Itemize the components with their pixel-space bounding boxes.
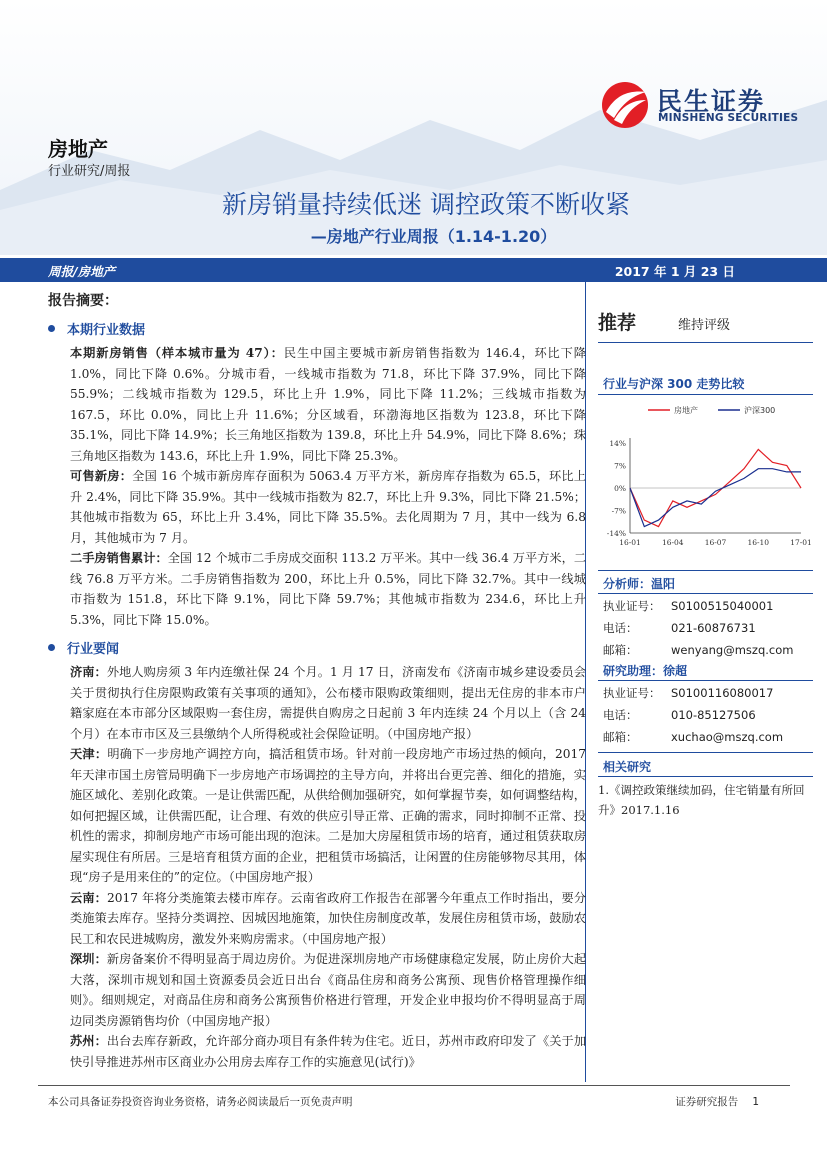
x-tick-label: 16-07	[704, 538, 727, 547]
chart-title: 行业与沪深 300 走势比较	[603, 377, 745, 391]
summary-column	[48, 290, 586, 1072]
section-heading-data: 本期行业数据	[48, 319, 586, 338]
paragraph-second-hand: 二手房销售累计：全国 12 个城市二手房成交面积 113.2 万平米。其中一线 36.4 万平方米，二线 76.8 万平方米。二手房销售指数为 200，环比上升 0.5%，同比下降 32.7%。其中一线城市指数为 151.8，环比下降 9.1%，同比下降 59.7%；其他城市指数为 234.6，环比上升 5.3%，同比下降 15.0%。	[70, 551, 587, 627]
divider	[598, 680, 813, 681]
divider	[598, 570, 813, 571]
section-heading-news: 行业要闻	[48, 638, 586, 657]
paragraph-tianjin: 天津：明确下一步房地产调控方向，搞活租赁市场。针对前一段房地产市场过热的倾向，2017 年天津市国土房管局明确下一步房地产市场调控的主导方向，并将出台更完善、细化的措施，实施区域化、差别化政策。一是让供需匹配，从供给侧加强研究，如何掌握节奏，如何调整结构，如何把握区域，让供需匹配，让合理、有效的供应引导正常、正确的需求，同时抑制不正常、投机性的需求，抑制房地产市场可能出现的泡沫。二是加大房屋租赁市场的培育，通过租赁获取房屋实现住有所居。三是培育租赁方面的企业，把租赁市场搞活，让闲置的住房能够物尽其用，体现“房子是用来住的”的定位。（中国房地产报）	[70, 747, 586, 884]
report-type: 行业研究/周报	[48, 164, 131, 179]
page-title: 新房销量持续低迷 调控政策不断收紧	[222, 190, 630, 219]
paragraph-yunnan: 云南：2017 年将分类施策去楼市库存。云南省政府工作报告在部署今年重点工作时指出，要分类施策去库存。坚持分类调控、因城因地施策，加快住房制度改革，发展住房租赁市场，鼓励农民工和农民进城购房，激发外来购房需求。（中国房地产报）	[70, 890, 587, 946]
y-tick-label: 7%	[614, 461, 626, 471]
brand-name-en: MINSHENG SECURITIES	[658, 112, 799, 124]
sector-title: 房地产	[48, 137, 108, 161]
paragraph-shenzhen: 深圳：新房备案价不得明显高于周边房价。为促进深圳房地产市场健康稳定发展，防止房价大起大落，深圳市规划和国土资源委员会近日出台《商品住房和商务公寓预、现售价格管理操作细则》。细则规定，对商品住房和商务公寓预售价格进行管理，开发企业申报均价不得明显高于周边同类房源销售均价（中国房地产报）	[70, 952, 587, 1028]
footer-right	[675, 1094, 759, 1109]
y-tick-label: -7%	[611, 506, 626, 516]
rating-value: 维持评级	[678, 318, 731, 333]
band-date: 2017 年 1 月 23 日	[614, 264, 735, 279]
analyst-email[interactable]: 邮箱： wenyang@mszq.com	[603, 643, 794, 657]
bullet-dot-icon	[48, 325, 55, 332]
paragraph-inventory: 可售新房：全国 16 个城市新房库存面积为 5063.4 万平方米，新房库存指数为 65.5，环比上升 2.4%，同比下降 35.9%。其中一线城市指数为 82.7，环比上升 9.3%，同比下降 21.5%；其他城市指数为 65，环比上升 3.4%，同比下降 35.5%。去化周期为 7 月，其中一线为 6.8 月，其他城市为 7 月。	[70, 469, 586, 545]
analyst-cert: 执业证号： S0100515040001	[603, 599, 774, 613]
x-tick-label: 16-04	[661, 538, 684, 547]
paragraph-jinan: 济南：外地人购房须 3 年内连缴社保 24 个月。1 月 17 日，济南发布《济南市城乡建设委员会关于贯彻执行住房限购政策有关事项的通知》，公布楼市限购政策细则，提出无住房的非本市户籍家庭在本市部分区域限购一套住房，需提供自购房之日起前 3 年内连续 24 个月以上（含 24 个月）在本市市区及三县缴纳个人所得税或社会保险证明。（中国房地产报）	[70, 665, 586, 741]
footer-disclaimer: 本公司具备证券投资咨询业务资格，请务必阅读最后一页免责声明	[48, 1096, 353, 1108]
x-tick-label: 16-01	[619, 538, 641, 547]
analyst-title: 分析师：温阳	[603, 577, 676, 591]
info-band	[0, 258, 827, 282]
bullet-dot-icon	[48, 644, 55, 651]
minsheng-logo-icon	[600, 80, 652, 130]
legend-label: 房地产	[674, 406, 698, 415]
page-subtitle: —房地产行业周报（1.14-1.20）	[310, 227, 557, 246]
rating-label: 推荐	[598, 312, 637, 334]
band-category: 周报/房地产	[48, 264, 116, 279]
footer-label: 证券研究报告	[675, 1096, 739, 1108]
trend-chart	[598, 398, 813, 553]
x-tick-label: 16-10	[747, 538, 770, 547]
divider	[598, 752, 813, 753]
related-research-item[interactable]: 1.《调控政策继续加码，住宅销量有所回升》2017.1.16	[598, 783, 805, 817]
brand-logo	[600, 80, 800, 130]
paragraph-suzhou: 苏州：出台去库存新政，允许部分商办项目有条件转为住宅。近日，苏州市政府印发了《关于加快引导推进苏州市区商业办公用房去库存工作的实施意见(试行)》	[70, 1034, 587, 1069]
y-tick-label: 0%	[614, 484, 626, 493]
assistant-cert: 执业证号： S0100116080017	[603, 686, 774, 700]
footer-divider	[38, 1085, 790, 1086]
brand-name: 民生证券	[657, 87, 766, 116]
x-tick-label: 17-01	[790, 538, 812, 547]
y-tick-label: -14%	[606, 529, 626, 538]
assistant-title: 研究助理：徐超	[603, 664, 688, 678]
assistant-phone: 电话： 010-85127506	[603, 708, 756, 722]
divider	[598, 394, 813, 395]
divider	[598, 342, 813, 343]
divider	[598, 776, 813, 777]
page-number: 1	[752, 1096, 759, 1108]
y-tick-label: 14%	[609, 439, 626, 448]
related-title: 相关研究	[603, 760, 652, 774]
paragraph-new-home-sales: 本期新房销售（样本城市量为 47）：民生中国主要城市新房销售指数为 146.4，环比下降 1.0%，同比下降 0.6%。分城市看，一线城市指数为 71.8，环比下降 37.9%，同比下降 55.9%；二线城市指数为 129.5，环比上升 1.9%，同比下降 11.2%；三线城市指数为 167.5，环比 0.0%，同比上升 11.6%；分区域看，环渤海地区指数为 123.8，环比下降 35.1%，同比下降 14.9%；长三角地区指数为 139.8，环比上升 54.9%，同比下降 8.6%；珠三角地区指数为 143.6，环比上升 1.9%，同比下降 25.3%。	[70, 346, 586, 463]
analyst-phone: 电话： 021-60876731	[603, 621, 756, 635]
series-line-沪深300	[630, 469, 801, 527]
summary-title: 报告摘要：	[48, 293, 118, 309]
legend-label: 沪深300	[744, 406, 776, 415]
assistant-email[interactable]: 邮箱： xuchao@mszq.com	[603, 730, 784, 744]
divider	[598, 593, 813, 594]
